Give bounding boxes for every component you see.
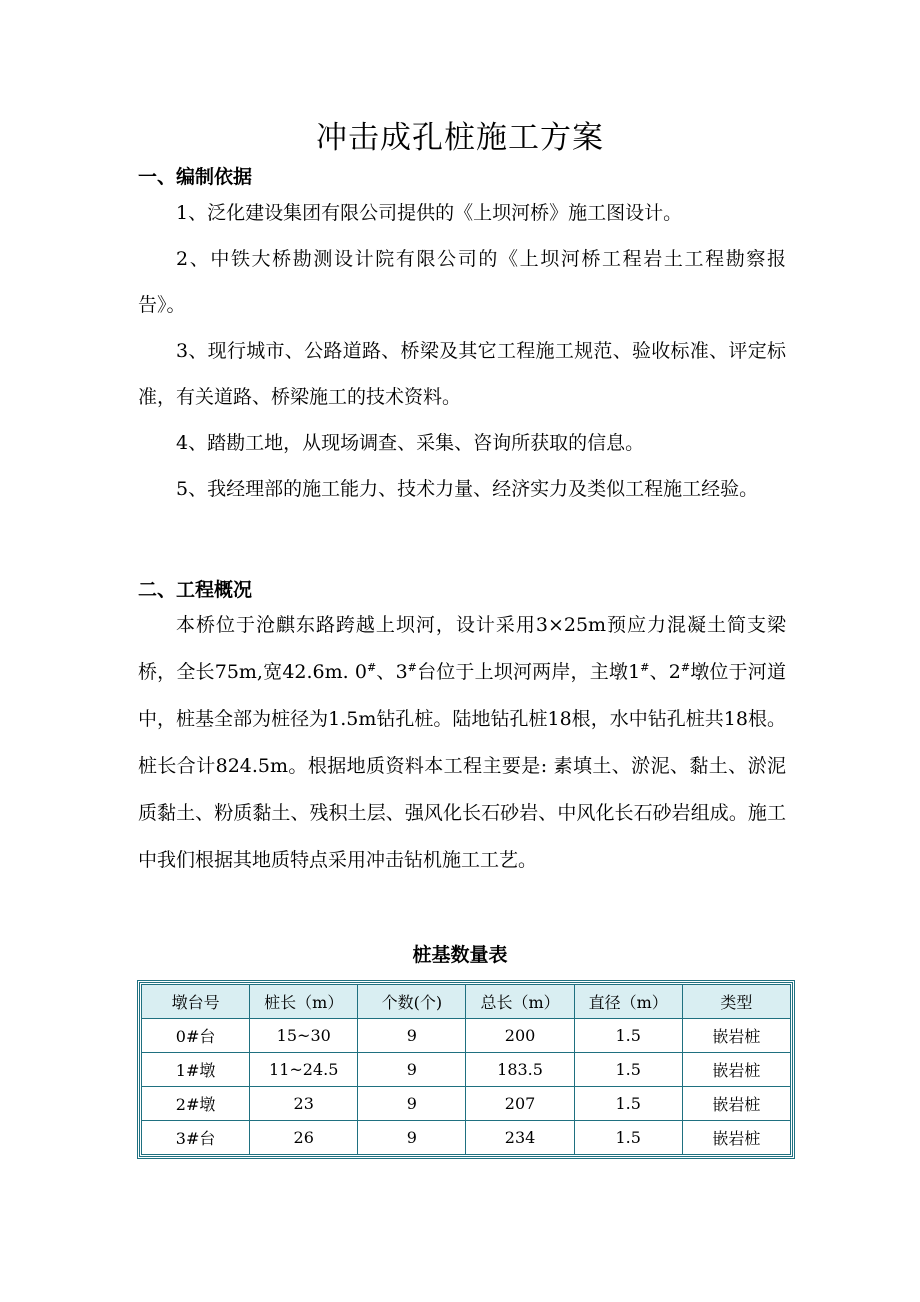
table-cell: 1#墩 [142, 1053, 250, 1087]
table-cell: 9 [358, 1053, 466, 1087]
table-caption: 桩基数量表 [412, 944, 508, 966]
table-cell: 嵌岩桩 [682, 1087, 790, 1121]
pile-quantity-table [137, 980, 795, 1159]
table-cell: 9 [358, 1019, 466, 1053]
col-header-count: 个数(个) [358, 985, 466, 1019]
table-cell: 9 [358, 1121, 466, 1155]
col-header-diameter: 直径（m） [574, 985, 682, 1019]
table-cell: 9 [358, 1087, 466, 1121]
table-cell: 0#台 [142, 1019, 250, 1053]
table-cell: 嵌岩桩 [682, 1019, 790, 1053]
basis-item: 2、中铁大桥勘测设计院有限公司的《上坝河桥工程岩土工程勘察报告》。 [138, 248, 786, 316]
overview-text-e: 墩位于河道中，桩基全部为桩径为1.5m钻孔桩。陆地钻孔桩18根，水中钻孔桩共18根。桩长合计824.5m。根据地质资料本工程主要是: 素填土、淤泥、黏土、淤泥质黏土、粉质黏土、残积土层、强风化长石砂岩、中风化长石砂岩组成。施工中我们根据其地质特点采用冲击钻机施工工艺。 [138, 661, 786, 871]
overview-sup-4: # [680, 661, 691, 674]
overview-paragraph [138, 602, 786, 884]
table-cell: 183.5 [466, 1053, 574, 1087]
table-cell: 1.5 [574, 1121, 682, 1155]
basis-item: 1、泛化建设集团有限公司提供的《上坝河桥》施工图设计。 [176, 202, 683, 224]
table-cell: 15~30 [250, 1019, 358, 1053]
basis-item: 4、踏勘工地，从现场调查、采集、咨询所获取的信息。 [176, 432, 645, 454]
overview-sup-2: # [407, 661, 417, 674]
section-body-overview [138, 602, 786, 884]
table-header-row [142, 985, 791, 1019]
table-cell: 1.5 [574, 1087, 682, 1121]
basis-item: 5、我经理部的施工能力、技术力量、经济实力及类似工程施工经验。 [176, 478, 759, 500]
basis-item: 3、现行城市、公路道路、桥梁及其它工程施工规范、验收标准、评定标准，有关道路、桥梁施工的技术资料。 [138, 340, 786, 408]
page-title: 冲击成孔桩施工方案 [316, 120, 604, 156]
table-cell: 200 [466, 1019, 574, 1053]
overview-sup-3: # [640, 661, 650, 674]
section-body-basis [138, 190, 786, 512]
overview-text-d: 、2 [649, 661, 681, 683]
table-row [142, 1087, 791, 1121]
table-cell: 1.5 [574, 1019, 682, 1053]
table-row [142, 1019, 791, 1053]
table-cell: 嵌岩桩 [682, 1121, 790, 1155]
table-row [142, 1121, 791, 1155]
overview-text-c: 台位于上坝河两岸，主墩1 [416, 661, 641, 683]
col-header-pier: 墩台号 [142, 985, 250, 1019]
col-header-length: 桩长（m） [250, 985, 358, 1019]
section-heading-basis: 一、编制依据 [138, 166, 253, 188]
overview-text-a: 本桥位于沧麒东路跨越上坝河，设计采用3×25m预应力混凝土简支梁桥，全长75m,宽42.6m. 0 [138, 614, 786, 683]
col-header-type: 类型 [682, 985, 790, 1019]
table-cell: 23 [250, 1087, 358, 1121]
table-cell: 207 [466, 1087, 574, 1121]
table-cell: 1.5 [574, 1053, 682, 1087]
col-header-total: 总长（m） [466, 985, 574, 1019]
table-cell: 2#墩 [142, 1087, 250, 1121]
table-cell: 嵌岩桩 [682, 1053, 790, 1087]
section-heading-overview: 二、工程概况 [138, 579, 253, 601]
table-row [142, 1053, 791, 1087]
overview-sup-1: # [367, 661, 377, 674]
table-cell: 26 [250, 1121, 358, 1155]
table-cell: 11~24.5 [250, 1053, 358, 1087]
table-cell: 234 [466, 1121, 574, 1155]
overview-text-b: 、3 [376, 661, 408, 683]
table-cell: 3#台 [142, 1121, 250, 1155]
